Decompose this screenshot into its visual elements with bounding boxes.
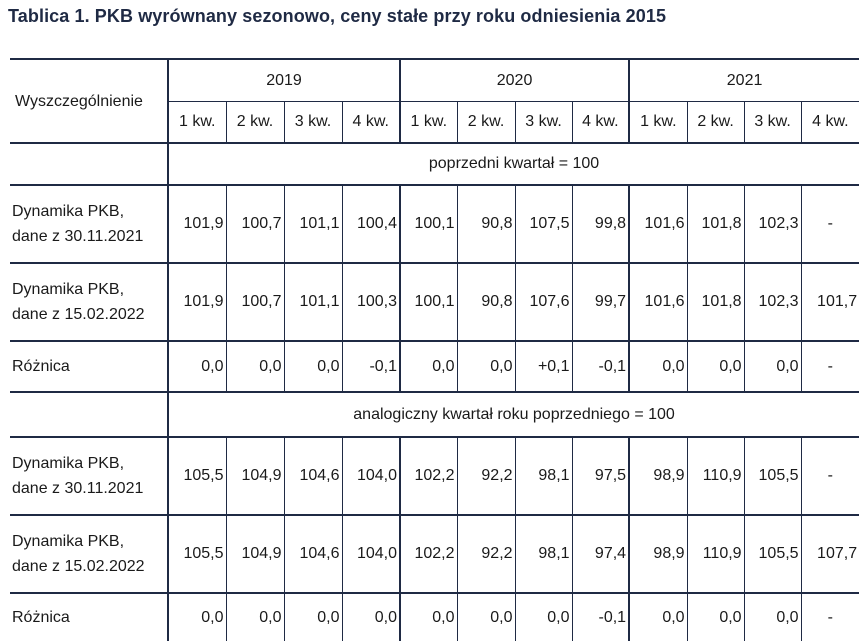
row-label-line1: Dynamika PKB, xyxy=(12,281,125,298)
value-cell: 0,0 xyxy=(342,593,400,641)
value-cell: 0,0 xyxy=(687,341,744,392)
value-cell: 104,9 xyxy=(226,437,284,515)
value-cell: 110,9 xyxy=(687,515,744,593)
value-cell: 101,9 xyxy=(168,185,226,263)
year-header: 2020 xyxy=(400,59,629,102)
value-cell: 90,8 xyxy=(457,263,515,341)
value-cell: 107,5 xyxy=(515,185,572,263)
value-cell: 102,2 xyxy=(400,437,457,515)
value-cell: 92,2 xyxy=(457,515,515,593)
value-cell: 0,0 xyxy=(400,593,457,641)
value-cell: 0,0 xyxy=(457,593,515,641)
value-cell: 99,7 xyxy=(572,263,629,341)
value-cell: 100,1 xyxy=(400,185,457,263)
value-cell: 105,5 xyxy=(168,437,226,515)
value-cell: 92,2 xyxy=(457,437,515,515)
value-cell: 107,6 xyxy=(515,263,572,341)
value-cell: 100,1 xyxy=(400,263,457,341)
section-band-row xyxy=(10,143,859,185)
row-label xyxy=(10,341,168,392)
value-cell: 97,5 xyxy=(572,437,629,515)
value-cell: 100,7 xyxy=(226,263,284,341)
value-cell: 100,4 xyxy=(342,185,400,263)
row-label-line1: Dynamika PKB, xyxy=(12,533,125,550)
quarter-header: 4 kw. xyxy=(572,102,629,144)
section-band-label: analogiczny kwartał roku poprzedniego = 100 xyxy=(168,392,859,437)
row-label-line1: Dynamika PKB, xyxy=(12,455,125,472)
value-cell: 101,8 xyxy=(687,185,744,263)
value-cell: 99,8 xyxy=(572,185,629,263)
quarter-header: 3 kw. xyxy=(744,102,801,144)
gdp-table xyxy=(10,58,859,641)
value-cell: - xyxy=(801,341,859,392)
gdp-dynamics-row xyxy=(10,263,859,341)
quarter-header: 3 kw. xyxy=(515,102,572,144)
value-cell: 102,3 xyxy=(744,185,801,263)
value-cell: 0,0 xyxy=(168,341,226,392)
value-cell: 105,5 xyxy=(744,437,801,515)
value-cell: 101,9 xyxy=(168,263,226,341)
value-cell: - xyxy=(801,185,859,263)
quarter-header: 4 kw. xyxy=(342,102,400,144)
value-cell: 0,0 xyxy=(400,341,457,392)
row-label-line1: Dynamika PKB, xyxy=(12,203,125,220)
value-cell: 101,1 xyxy=(284,185,342,263)
row-label xyxy=(10,263,168,341)
value-cell: 98,9 xyxy=(629,515,687,593)
value-cell: 0,0 xyxy=(226,341,284,392)
value-cell: 102,2 xyxy=(400,515,457,593)
gdp-dynamics-row xyxy=(10,437,859,515)
row-label xyxy=(10,185,168,263)
value-cell: 0,0 xyxy=(629,341,687,392)
value-cell: 104,6 xyxy=(284,515,342,593)
value-cell: 0,0 xyxy=(284,593,342,641)
difference-row xyxy=(10,593,859,641)
year-header: 2021 xyxy=(629,59,859,102)
value-cell: 0,0 xyxy=(687,593,744,641)
row-label xyxy=(10,593,168,641)
row-label-line2: dane z 15.02.2022 xyxy=(12,558,145,575)
value-cell: 101,8 xyxy=(687,263,744,341)
value-cell: 107,7 xyxy=(801,515,859,593)
value-cell: 100,3 xyxy=(342,263,400,341)
value-cell: 104,9 xyxy=(226,515,284,593)
quarter-header: 1 kw. xyxy=(400,102,457,144)
difference-row xyxy=(10,341,859,392)
value-cell: -0,1 xyxy=(572,341,629,392)
row-label-line2: dane z 15.02.2022 xyxy=(12,306,145,323)
value-cell: 110,9 xyxy=(687,437,744,515)
value-cell: - xyxy=(801,437,859,515)
value-cell: +0,1 xyxy=(515,341,572,392)
band-label-cell xyxy=(10,143,168,185)
row-label xyxy=(10,515,168,593)
value-cell: 0,0 xyxy=(515,593,572,641)
value-cell: 105,5 xyxy=(168,515,226,593)
value-cell: 90,8 xyxy=(457,185,515,263)
gdp-dynamics-row xyxy=(10,185,859,263)
value-cell: 98,1 xyxy=(515,437,572,515)
quarter-header: 1 kw. xyxy=(629,102,687,144)
value-cell: -0,1 xyxy=(342,341,400,392)
value-cell: 0,0 xyxy=(457,341,515,392)
table-title: Tablica 1. PKB wyrównany sezonowo, ceny stałe przy roku odniesienia 2015 xyxy=(8,6,667,26)
quarter-header: 2 kw. xyxy=(226,102,284,144)
row-label-line1: Różnica xyxy=(12,358,70,375)
quarter-header: 2 kw. xyxy=(457,102,515,144)
band-label-cell xyxy=(10,392,168,437)
quarter-header: 3 kw. xyxy=(284,102,342,144)
value-cell: - xyxy=(801,593,859,641)
year-header: 2019 xyxy=(168,59,400,102)
quarter-header: 4 kw. xyxy=(801,102,859,144)
value-cell: -0,1 xyxy=(572,593,629,641)
gdp-dynamics-row xyxy=(10,515,859,593)
row-label-header: Wyszczególnienie xyxy=(10,59,168,143)
row-label-line1: Różnica xyxy=(12,609,70,626)
value-cell: 104,6 xyxy=(284,437,342,515)
section-band-label: poprzedni kwartał = 100 xyxy=(168,143,859,185)
value-cell: 100,7 xyxy=(226,185,284,263)
value-cell: 101,6 xyxy=(629,263,687,341)
value-cell: 101,1 xyxy=(284,263,342,341)
value-cell: 0,0 xyxy=(284,341,342,392)
row-label xyxy=(10,437,168,515)
value-cell: 105,5 xyxy=(744,515,801,593)
value-cell: 98,9 xyxy=(629,437,687,515)
value-cell: 101,6 xyxy=(629,185,687,263)
value-cell: 0,0 xyxy=(744,341,801,392)
year-header-row xyxy=(10,59,859,102)
row-label-line2: dane z 30.11.2021 xyxy=(12,228,144,245)
value-cell: 0,0 xyxy=(629,593,687,641)
value-cell: 0,0 xyxy=(226,593,284,641)
value-cell: 0,0 xyxy=(168,593,226,641)
value-cell: 97,4 xyxy=(572,515,629,593)
value-cell: 104,0 xyxy=(342,437,400,515)
value-cell: 101,7 xyxy=(801,263,859,341)
row-label-line2: dane z 30.11.2021 xyxy=(12,480,144,497)
value-cell: 102,3 xyxy=(744,263,801,341)
section-band-row xyxy=(10,392,859,437)
quarter-header: 1 kw. xyxy=(168,102,226,144)
value-cell: 98,1 xyxy=(515,515,572,593)
value-cell: 104,0 xyxy=(342,515,400,593)
value-cell: 0,0 xyxy=(744,593,801,641)
quarter-header: 2 kw. xyxy=(687,102,744,144)
